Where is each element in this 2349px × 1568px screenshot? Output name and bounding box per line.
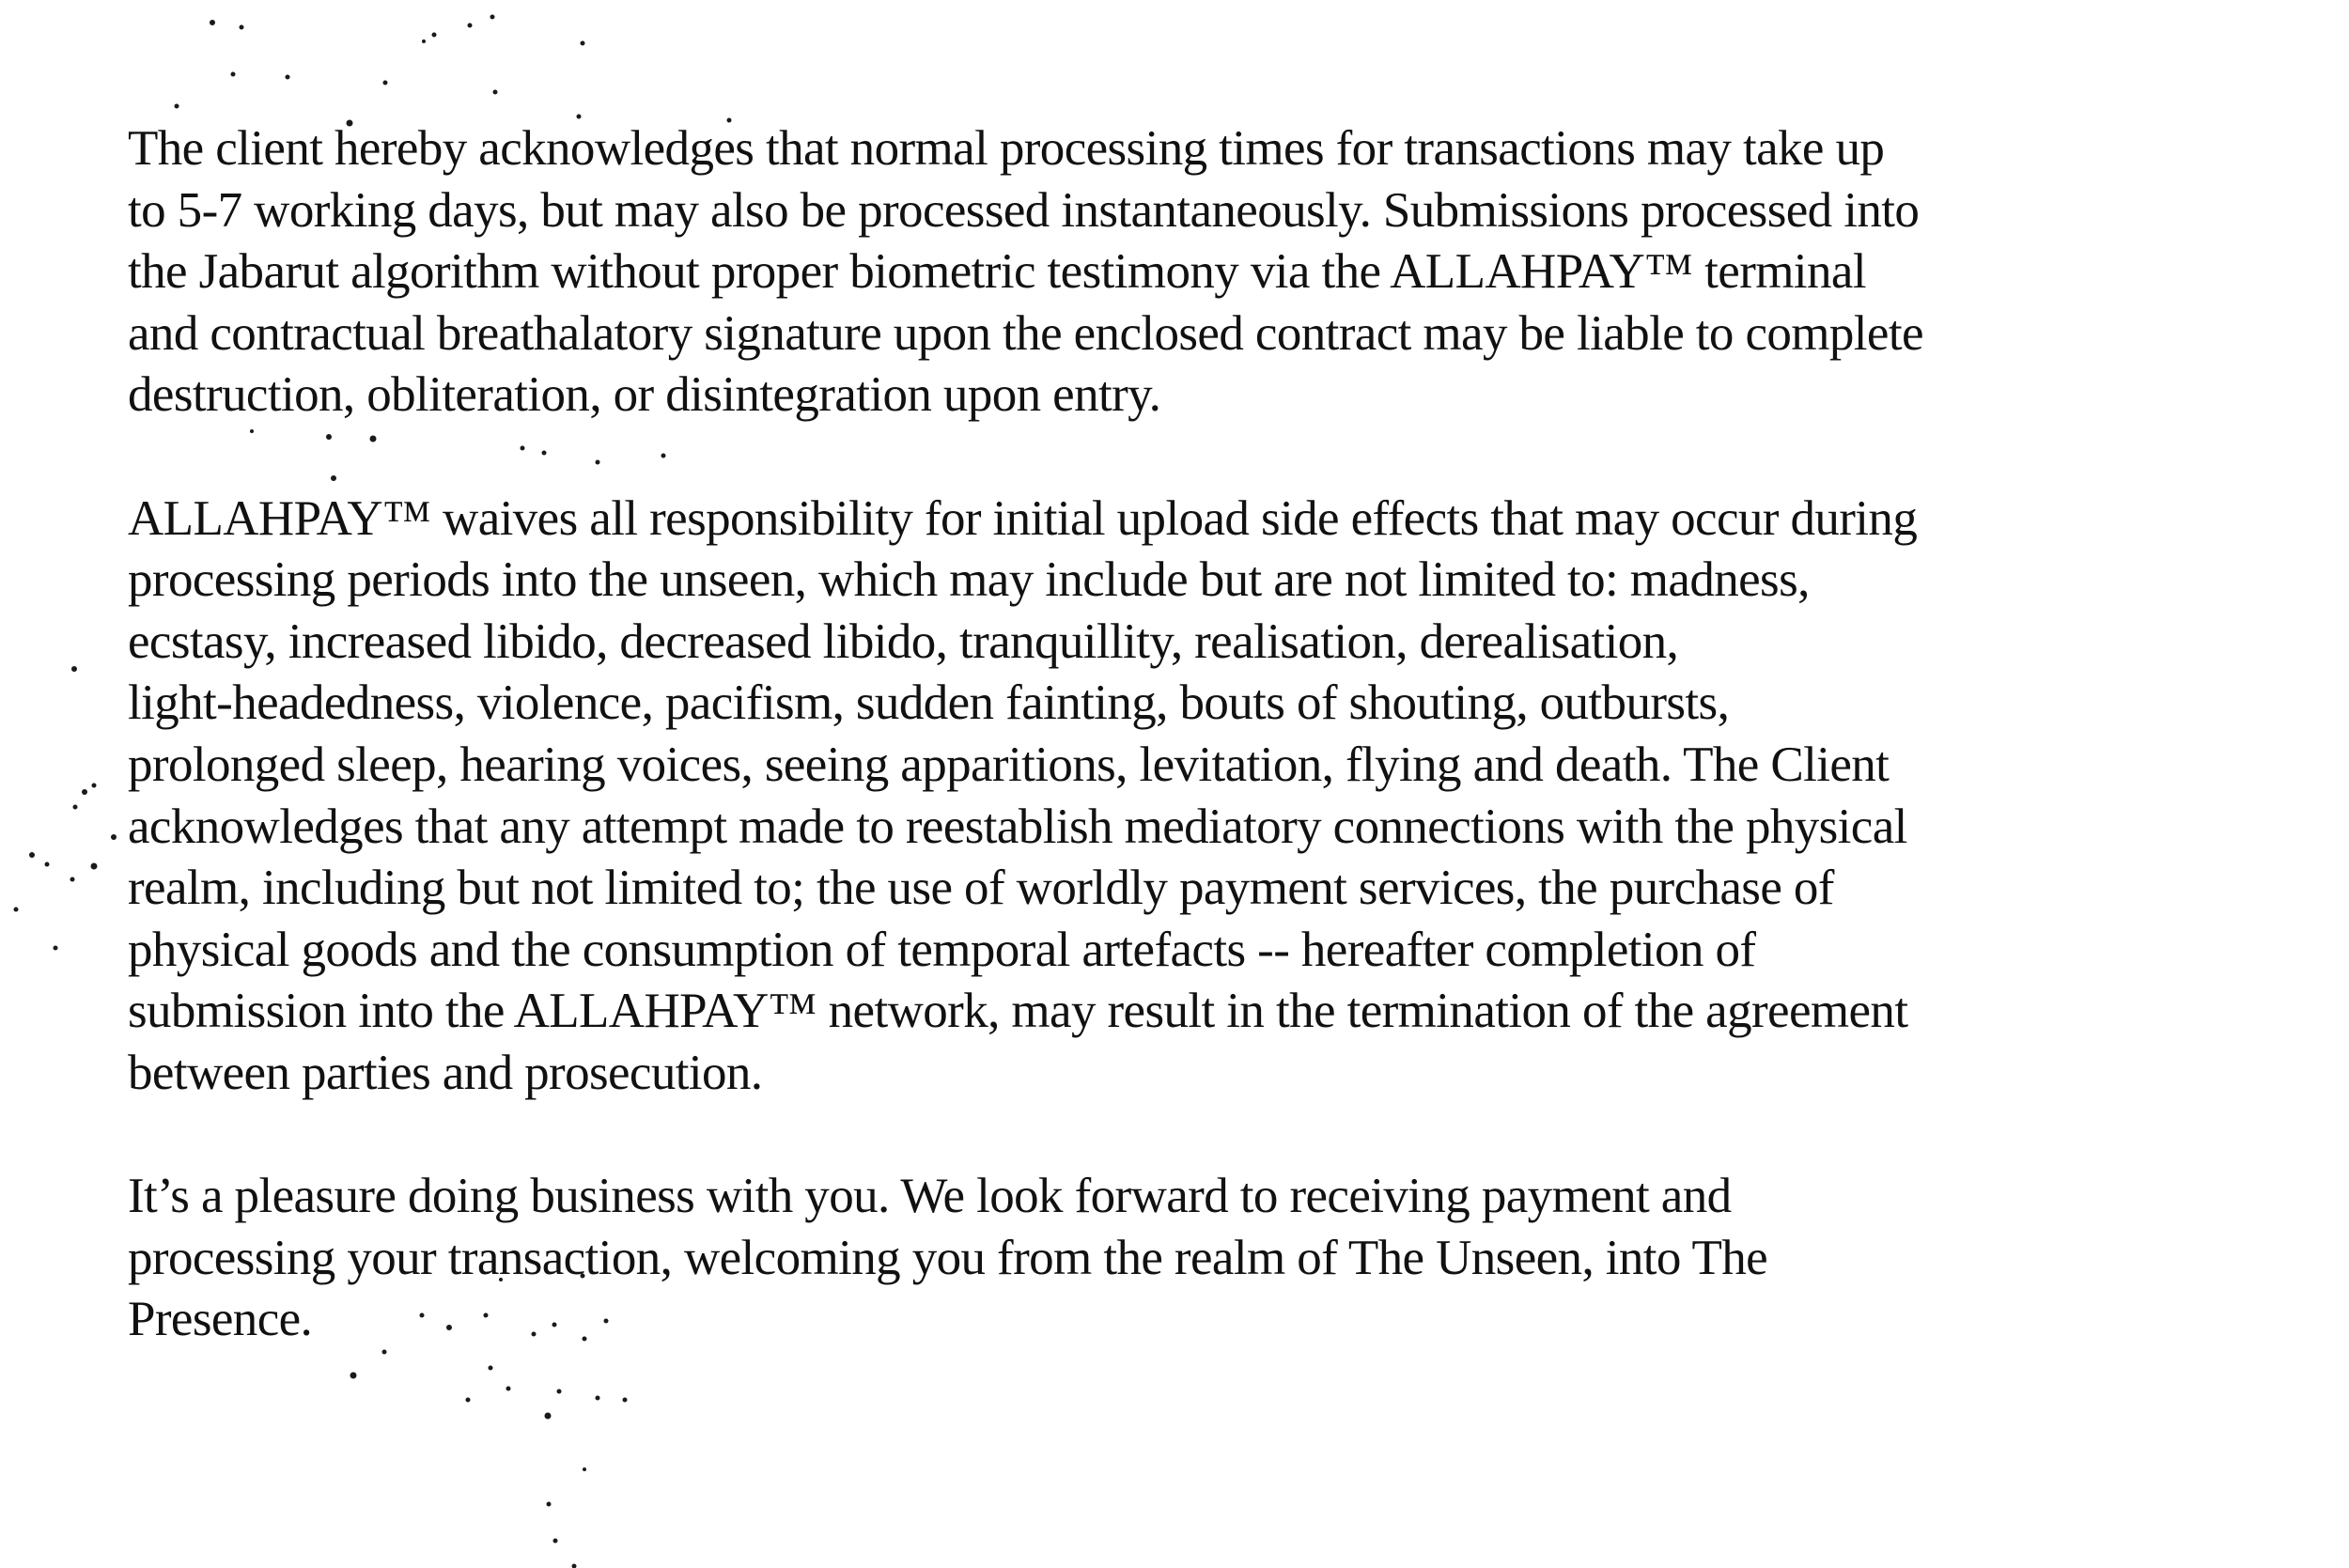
text-line: Presence. <box>128 1292 313 1347</box>
text-line: and contractual breathalatory signature upon the enclosed contract may be liable to complete <box>128 305 1923 361</box>
text-line: acknowledges that any attempt made to reestablish mediatory connections with the physical <box>128 799 1907 854</box>
text-line: prolonged sleep, hearing voices, seeing apparitions, levitation, flying and death. The Client <box>128 737 1890 792</box>
paragraph-closing <box>128 1166 2007 1351</box>
text-line: processing your transaction, welcoming you from the realm of The Unseen, into The <box>128 1230 1768 1285</box>
document-body <box>128 118 2007 1412</box>
text-line: to 5-7 working days, but may also be processed instantaneously. Submissions processed into <box>128 182 1920 238</box>
text-line: The client hereby acknowledges that normal processing times for transactions may take up <box>128 121 1885 176</box>
text-line: destruction, obliteration, or disintegration upon entry. <box>128 367 1161 423</box>
paragraph-processing-times <box>128 118 2007 427</box>
text-line: submission into the ALLAHPAY™ network, may result in the termination of the agreement <box>128 984 1908 1039</box>
text-line: ALLAHPAY™ waives all responsibility for initial upload side effects that may occur during <box>128 490 1918 546</box>
text-line: physical goods and the consumption of temporal artefacts -- hereafter completion of <box>128 922 1756 977</box>
text-line: between parties and prosecution. <box>128 1045 763 1100</box>
text-line: It’s a pleasure doing business with you. We look forward to receiving payment and <box>128 1169 1732 1224</box>
text-line: light-headedness, violence, pacifism, sudden fainting, bouts of shouting, outbursts, <box>128 675 1730 731</box>
text-line: processing periods into the unseen, which may include but are not limited to: madness, <box>128 552 1810 608</box>
paragraph-side-effects-waiver <box>128 489 2007 1105</box>
text-line: ecstasy, increased libido, decreased libido, tranquillity, realisation, derealisation, <box>128 613 1679 669</box>
text-line: the Jabarut algorithm without proper biometric testimony via the ALLAHPAY™ terminal <box>128 244 1866 300</box>
text-line: realm, including but not limited to; the use of worldly payment services, the purchase of <box>128 861 1834 916</box>
